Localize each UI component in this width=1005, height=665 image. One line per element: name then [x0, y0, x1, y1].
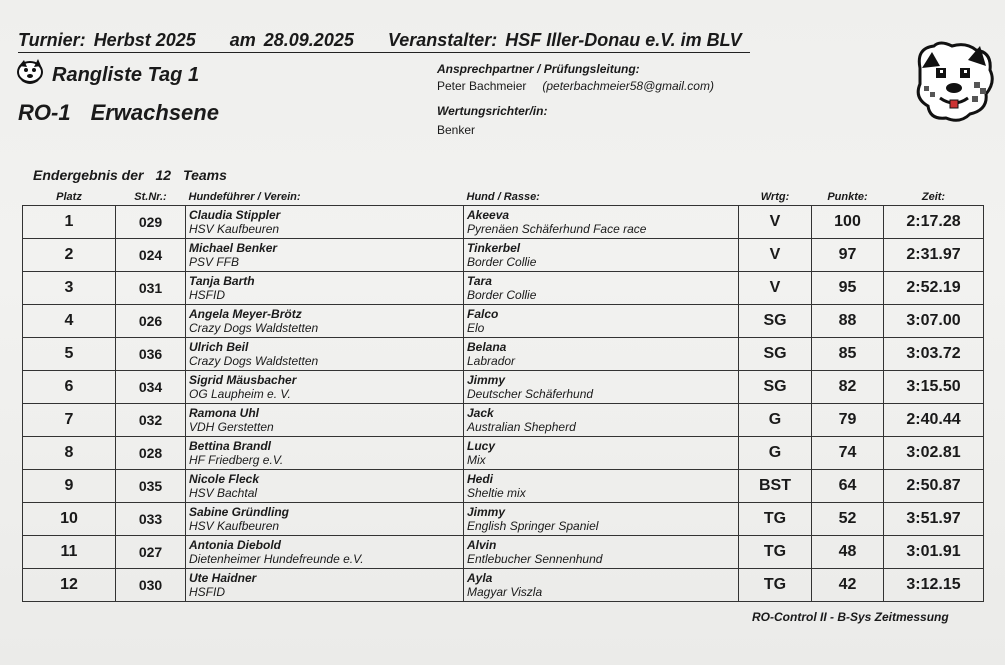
- row-punkte: 42: [812, 569, 884, 602]
- contact-email: (peterbachmeier58@gmail.com): [542, 79, 714, 93]
- footer-credit: RO-Control II - B-Sys Zeitmessung: [752, 610, 949, 624]
- row-wrtg: V: [739, 206, 812, 239]
- row-handler: [186, 338, 464, 371]
- table-row: [23, 305, 984, 338]
- row-dog: [464, 569, 739, 602]
- row-wrtg: SG: [739, 338, 812, 371]
- dog-breed: Labrador: [467, 354, 516, 368]
- row-handler: [186, 503, 464, 536]
- handler-club: HSV Kaufbeuren: [189, 222, 280, 236]
- row-platz: 11: [23, 536, 116, 569]
- row-zeit: 2:17.28: [884, 206, 984, 239]
- tournament-date: 28.09.2025: [263, 30, 354, 50]
- dog-name: Falco: [467, 307, 499, 321]
- table-row: [23, 470, 984, 503]
- row-handler: [186, 206, 464, 239]
- dog-mascot-icon: [910, 38, 998, 124]
- table-row: [23, 338, 984, 371]
- table-row: [23, 536, 984, 569]
- row-stnr: 027: [116, 536, 186, 569]
- row-dog: [464, 437, 739, 470]
- row-platz: 12: [23, 569, 116, 602]
- row-handler: [186, 437, 464, 470]
- row-punkte: 88: [812, 305, 884, 338]
- row-platz: 8: [23, 437, 116, 470]
- contact-name: Peter Bachmeier: [437, 79, 527, 93]
- row-zeit: 3:03.72: [884, 338, 984, 371]
- table-row: [23, 404, 984, 437]
- row-handler: [186, 569, 464, 602]
- row-zeit: 3:51.97: [884, 503, 984, 536]
- row-dog: [464, 305, 739, 338]
- row-stnr: 033: [116, 503, 186, 536]
- handler-name: Ute Haidner: [189, 571, 257, 585]
- col-header-platz: Platz: [23, 188, 116, 206]
- row-stnr: 026: [116, 305, 186, 338]
- handler-name: Tanja Barth: [189, 274, 255, 288]
- dog-breed: Sheltie mix: [467, 486, 526, 500]
- dog-breed: Mix: [467, 453, 486, 467]
- turnier-value: Herbst 2025: [93, 30, 196, 50]
- handler-club: HSV Kaufbeuren: [189, 519, 280, 533]
- table-row: [23, 272, 984, 305]
- row-stnr: 030: [116, 569, 186, 602]
- dog-name: Akeeva: [467, 208, 510, 222]
- class-code: RO-1: [18, 100, 71, 125]
- col-header-stnr: St.Nr.:: [116, 188, 186, 206]
- row-wrtg: TG: [739, 569, 812, 602]
- row-zeit: 3:15.50: [884, 371, 984, 404]
- row-punkte: 95: [812, 272, 884, 305]
- handler-name: Antonia Diebold: [189, 538, 281, 552]
- handler-name: Angela Meyer-Brötz: [189, 307, 302, 321]
- dog-name: Jack: [467, 406, 494, 420]
- turnier-label: Turnier:: [18, 30, 86, 50]
- row-dog: [464, 239, 739, 272]
- row-punkte: 64: [812, 470, 884, 503]
- class-name: Erwachsene: [90, 100, 219, 125]
- col-header-zeit: Zeit:: [884, 188, 984, 206]
- class-title: [18, 100, 219, 126]
- row-stnr: 031: [116, 272, 186, 305]
- row-dog: [464, 404, 739, 437]
- row-handler: [186, 470, 464, 503]
- contact-heading: Ansprechpartner / Prüfungsleitung:: [437, 62, 640, 76]
- row-dog: [464, 470, 739, 503]
- ranking-title: Rangliste Tag 1: [52, 64, 200, 86]
- row-platz: 7: [23, 404, 116, 437]
- row-zeit: 2:31.97: [884, 239, 984, 272]
- col-header-punkte: Punkte:: [812, 188, 884, 206]
- row-handler: [186, 536, 464, 569]
- handler-club: HF Friedberg e.V.: [189, 453, 284, 467]
- row-punkte: 100: [812, 206, 884, 239]
- dog-name: Tinkerbel: [467, 241, 521, 255]
- handler-name: Claudia Stippler: [189, 208, 281, 222]
- dog-logo-icon: [14, 56, 46, 86]
- table-row: [23, 371, 984, 404]
- summary-label: Endergebnis der: [33, 167, 144, 183]
- row-stnr: 029: [116, 206, 186, 239]
- dog-breed: Magyar Viszla: [467, 585, 543, 599]
- row-wrtg: V: [739, 272, 812, 305]
- row-handler: [186, 239, 464, 272]
- row-punkte: 52: [812, 503, 884, 536]
- row-stnr: 036: [116, 338, 186, 371]
- row-zeit: 2:40.44: [884, 404, 984, 437]
- row-punkte: 79: [812, 404, 884, 437]
- row-platz: 5: [23, 338, 116, 371]
- summary-count: 12: [155, 167, 172, 183]
- dog-breed: Entlebucher Sennenhund: [467, 552, 603, 566]
- row-platz: 6: [23, 371, 116, 404]
- tournament-header: [18, 30, 750, 53]
- row-dog: [464, 272, 739, 305]
- table-row: [23, 503, 984, 536]
- dog-name: Belana: [467, 340, 507, 354]
- results-table: [22, 188, 984, 602]
- handler-club: PSV FFB: [189, 255, 240, 269]
- table-row: [23, 206, 984, 239]
- handler-name: Michael Benker: [189, 241, 278, 255]
- row-stnr: 024: [116, 239, 186, 272]
- am-label: am: [229, 30, 256, 50]
- handler-name: Ramona Uhl: [189, 406, 260, 420]
- table-row: [23, 437, 984, 470]
- dog-name: Alvin: [467, 538, 497, 552]
- row-zeit: 3:12.15: [884, 569, 984, 602]
- handler-name: Bettina Brandl: [189, 439, 272, 453]
- row-platz: 1: [23, 206, 116, 239]
- row-platz: 3: [23, 272, 116, 305]
- dog-breed: Border Collie: [467, 255, 537, 269]
- dog-breed: Elo: [467, 321, 485, 335]
- row-handler: [186, 272, 464, 305]
- row-wrtg: SG: [739, 371, 812, 404]
- handler-name: Nicole Fleck: [189, 472, 260, 486]
- dog-name: Jimmy: [467, 505, 506, 519]
- row-zeit: 2:52.19: [884, 272, 984, 305]
- handler-club: OG Laupheim e. V.: [189, 387, 291, 401]
- row-punkte: 97: [812, 239, 884, 272]
- col-header-handler: Hundeführer / Verein:: [186, 188, 464, 206]
- row-punkte: 85: [812, 338, 884, 371]
- row-punkte: 48: [812, 536, 884, 569]
- row-wrtg: V: [739, 239, 812, 272]
- dog-name: Lucy: [467, 439, 496, 453]
- dog-breed: Deutscher Schäferhund: [467, 387, 594, 401]
- handler-club: Crazy Dogs Waldstetten: [189, 321, 319, 335]
- row-punkte: 82: [812, 371, 884, 404]
- row-dog: [464, 371, 739, 404]
- row-dog: [464, 536, 739, 569]
- row-zeit: 3:01.91: [884, 536, 984, 569]
- row-dog: [464, 206, 739, 239]
- table-row: [23, 239, 984, 272]
- row-platz: 9: [23, 470, 116, 503]
- handler-name: Sabine Gründling: [189, 505, 290, 519]
- handler-name: Ulrich Beil: [189, 340, 249, 354]
- row-stnr: 032: [116, 404, 186, 437]
- row-wrtg: BST: [739, 470, 812, 503]
- row-stnr: 034: [116, 371, 186, 404]
- row-wrtg: TG: [739, 536, 812, 569]
- veranstalter-value: HSF Iller-Donau e.V. im BLV: [505, 30, 742, 50]
- row-zeit: 3:02.81: [884, 437, 984, 470]
- table-row: [23, 569, 984, 602]
- dog-name: Tara: [467, 274, 492, 288]
- row-platz: 4: [23, 305, 116, 338]
- row-platz: 10: [23, 503, 116, 536]
- dog-name: Hedi: [467, 472, 494, 486]
- handler-club: HSFID: [189, 585, 225, 599]
- row-handler: [186, 371, 464, 404]
- row-handler: [186, 305, 464, 338]
- dog-breed: Pyrenäen Schäferhund Face race: [467, 222, 647, 236]
- dog-breed: English Springer Spaniel: [467, 519, 599, 533]
- summary-teams: Teams: [183, 167, 227, 183]
- row-dog: [464, 338, 739, 371]
- row-zeit: 3:07.00: [884, 305, 984, 338]
- dog-name: Ayla: [467, 571, 493, 585]
- row-wrtg: G: [739, 404, 812, 437]
- col-header-wrtg: Wrtg:: [739, 188, 812, 206]
- row-dog: [464, 503, 739, 536]
- dog-name: Jimmy: [467, 373, 506, 387]
- handler-club: VDH Gerstetten: [189, 420, 274, 434]
- dog-breed: Australian Shepherd: [467, 420, 576, 434]
- handler-club: HSV Bachtal: [189, 486, 258, 500]
- col-header-dog: Hund / Rasse:: [464, 188, 739, 206]
- handler-club: HSFID: [189, 288, 225, 302]
- row-wrtg: SG: [739, 305, 812, 338]
- dog-breed: Border Collie: [467, 288, 537, 302]
- row-wrtg: G: [739, 437, 812, 470]
- handler-club: Crazy Dogs Waldstetten: [189, 354, 319, 368]
- row-platz: 2: [23, 239, 116, 272]
- row-zeit: 2:50.87: [884, 470, 984, 503]
- row-stnr: 035: [116, 470, 186, 503]
- table-header-row: [23, 188, 984, 206]
- row-stnr: 028: [116, 437, 186, 470]
- summary-line: [33, 167, 227, 183]
- veranstalter-label: Veranstalter:: [387, 30, 498, 50]
- handler-name: Sigrid Mäusbacher: [189, 373, 297, 387]
- row-handler: [186, 404, 464, 437]
- row-punkte: 74: [812, 437, 884, 470]
- judge-heading: Wertungsrichter/in:: [437, 104, 548, 118]
- contact-info: [437, 79, 714, 93]
- handler-club: Dietenheimer Hundefreunde e.V.: [189, 552, 364, 566]
- row-wrtg: TG: [739, 503, 812, 536]
- judge-name: Benker: [437, 123, 476, 137]
